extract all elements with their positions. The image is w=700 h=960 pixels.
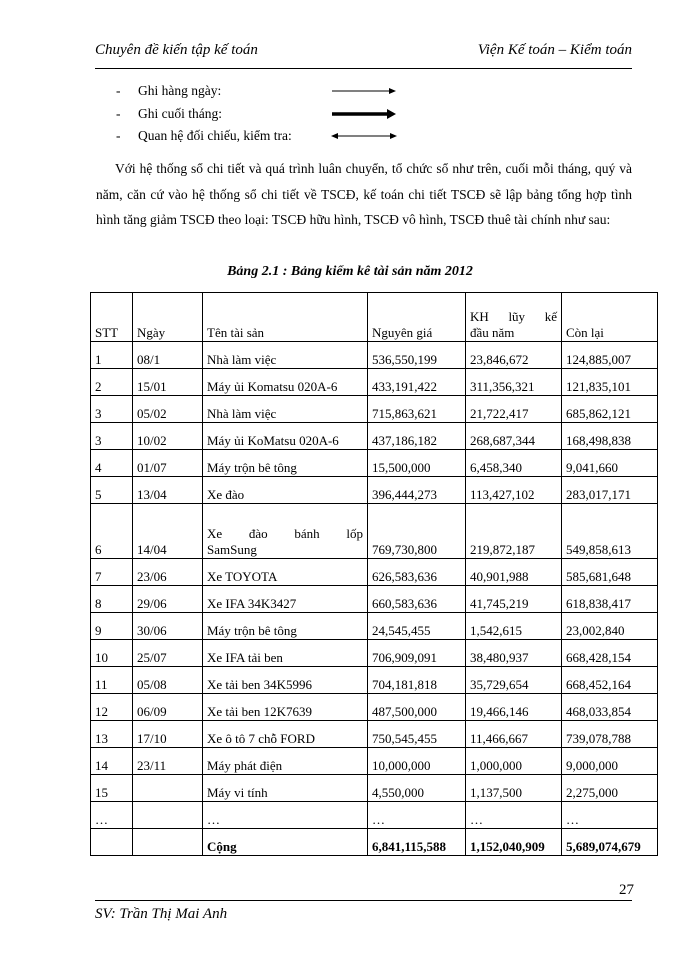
table-row	[91, 667, 658, 694]
cell-remaining: 9,041,660	[562, 450, 658, 477]
paragraph-text: Với hệ thống sổ chi tiết và quá trình luân chuyển, tổ chức sổ như trên, cuối mỗi tháng, quý và năm, căn cứ vào hệ thống sổ chi tiết về TSCĐ, kế toán chi tiết TSCĐ sẽ lập bảng tổng hợp tình hình tăng giảm TSCĐ theo loại: TSCĐ hữu hình, TSCĐ vô hình, TSCĐ thuê tài chính như sau:	[96, 161, 632, 227]
table-row	[91, 396, 658, 423]
table-total-row	[91, 829, 658, 856]
body-paragraph	[96, 156, 632, 233]
cell-cost: 396,444,273	[368, 477, 466, 504]
header-rule	[95, 68, 632, 69]
total-label: Cộng	[203, 829, 368, 856]
cell-remaining: …	[562, 802, 658, 829]
cell-date: 25/07	[133, 640, 203, 667]
total-cost: 6,841,115,588	[368, 829, 466, 856]
cell-stt: 4	[91, 450, 133, 477]
cell-stt: 7	[91, 559, 133, 586]
cell-stt: 3	[91, 396, 133, 423]
cell-depreciation: 21,722,417	[466, 396, 562, 423]
cell-remaining: 739,078,788	[562, 721, 658, 748]
footer-rule	[95, 900, 632, 901]
cell-name: Máy vi tính	[203, 775, 368, 802]
cell-date: 17/10	[133, 721, 203, 748]
cell-date: 30/06	[133, 613, 203, 640]
cell-name: Xe TOYOTA	[203, 559, 368, 586]
cell-date	[133, 829, 203, 856]
cell-stt: 14	[91, 748, 133, 775]
table-row	[91, 748, 658, 775]
cell-name: Máy ủi KoMatsu 020A-6	[203, 423, 368, 450]
cell-depreciation: 11,466,667	[466, 721, 562, 748]
cell-date: 10/02	[133, 423, 203, 450]
cell-remaining: 618,838,417	[562, 586, 658, 613]
cell-depreciation: 6,458,340	[466, 450, 562, 477]
cell-cost: 769,730,800	[368, 504, 466, 559]
cell-stt: 1	[91, 342, 133, 369]
cell-cost: 24,545,455	[368, 613, 466, 640]
cell-date: 14/04	[133, 504, 203, 559]
legend-label: Quan hệ đối chiếu, kiểm tra:	[138, 128, 292, 144]
cell-name: Xe tải ben 34K5996	[203, 667, 368, 694]
cell-stt: 11	[91, 667, 133, 694]
table-row	[91, 559, 658, 586]
header-left: Chuyên đề kiến tập kế toán	[95, 42, 258, 58]
asset-inventory-table	[90, 292, 658, 856]
table-row	[91, 694, 658, 721]
header-remaining: Còn lại	[562, 293, 658, 342]
total-remaining: 5,689,074,679	[562, 829, 658, 856]
cell-depreciation: 113,427,102	[466, 477, 562, 504]
header-stt: STT	[91, 293, 133, 342]
cell-stt: …	[91, 802, 133, 829]
cell-date: 23/06	[133, 559, 203, 586]
cell-cost: 704,181,818	[368, 667, 466, 694]
cell-remaining: 168,498,838	[562, 423, 658, 450]
legend-dash: -	[116, 105, 121, 121]
cell-date: 13/04	[133, 477, 203, 504]
cell-cost: 536,550,199	[368, 342, 466, 369]
cell-cost: 660,583,636	[368, 586, 466, 613]
legend-dash: -	[116, 128, 121, 144]
legend-dash: -	[116, 83, 121, 99]
cell-remaining: 585,681,648	[562, 559, 658, 586]
cell-remaining: 9,000,000	[562, 748, 658, 775]
page-number: 27	[619, 882, 634, 898]
cell-depreciation: 1,000,000	[466, 748, 562, 775]
table-row	[91, 775, 658, 802]
header-date: Ngày	[133, 293, 203, 342]
cell-name: Máy phát điện	[203, 748, 368, 775]
cell-date	[133, 775, 203, 802]
cell-name: Xe đào	[203, 477, 368, 504]
cell-cost: 10,000,000	[368, 748, 466, 775]
legend-row-monthly	[116, 103, 338, 126]
cell-depreciation: …	[466, 802, 562, 829]
table-row	[91, 342, 658, 369]
double-arrow-icon	[331, 131, 397, 141]
table-header-row	[91, 293, 658, 342]
cell-remaining: 283,017,171	[562, 477, 658, 504]
cell-remaining: 549,858,613	[562, 504, 658, 559]
cell-remaining: 121,835,101	[562, 369, 658, 396]
cell-depreciation: 219,872,187	[466, 504, 562, 559]
cell-depreciation: 23,846,672	[466, 342, 562, 369]
cell-stt: 6	[91, 504, 133, 559]
legend	[116, 80, 338, 148]
cell-name: Máy ủi Komatsu 020A-6	[203, 369, 368, 396]
cell-stt: 3	[91, 423, 133, 450]
table-caption: Bảng 2.1 : Bảng kiểm kê tài sản năm 2012	[227, 264, 473, 279]
cell-date: 15/01	[133, 369, 203, 396]
cell-stt: 2	[91, 369, 133, 396]
cell-date: 23/11	[133, 748, 203, 775]
cell-remaining: 23,002,840	[562, 613, 658, 640]
cell-depreciation: 35,729,654	[466, 667, 562, 694]
cell-stt: 8	[91, 586, 133, 613]
cell-cost: 4,550,000	[368, 775, 466, 802]
total-depreciation: 1,152,040,909	[466, 829, 562, 856]
cell-stt: 10	[91, 640, 133, 667]
cell-stt: 9	[91, 613, 133, 640]
cell-cost: 15,500,000	[368, 450, 466, 477]
cell-name: Xe ô tô 7 chỗ FORD	[203, 721, 368, 748]
cell-depreciation: 268,687,344	[466, 423, 562, 450]
cell-cost: …	[368, 802, 466, 829]
legend-row-check	[116, 125, 338, 148]
cell-stt: 13	[91, 721, 133, 748]
cell-name: Xe tải ben 12K7639	[203, 694, 368, 721]
table-row	[91, 369, 658, 396]
table-row	[91, 423, 658, 450]
header-right: Viện Kế toán – Kiểm toán	[477, 42, 632, 58]
cell-date: 29/06	[133, 586, 203, 613]
table-row	[91, 721, 658, 748]
cell-cost: 433,191,422	[368, 369, 466, 396]
table-row	[91, 504, 658, 559]
cell-cost: 487,500,000	[368, 694, 466, 721]
cell-depreciation: 311,356,321	[466, 369, 562, 396]
cell-depreciation: 40,901,988	[466, 559, 562, 586]
table-row	[91, 450, 658, 477]
cell-name: Máy trộn bê tông	[203, 450, 368, 477]
cell-remaining: 668,452,164	[562, 667, 658, 694]
cell-stt: 15	[91, 775, 133, 802]
cell-name: Xe IFA tải ben	[203, 640, 368, 667]
table-row	[91, 586, 658, 613]
cell-date: 08/1	[133, 342, 203, 369]
cell-name: …	[203, 802, 368, 829]
cell-stt: 5	[91, 477, 133, 504]
table-row	[91, 613, 658, 640]
cell-depreciation: 38,480,937	[466, 640, 562, 667]
cell-remaining: 2,275,000	[562, 775, 658, 802]
legend-row-daily	[116, 80, 338, 103]
cell-stt	[91, 829, 133, 856]
table-row	[91, 802, 658, 829]
cell-name: Nhà làm việc	[203, 342, 368, 369]
thick-arrow-icon	[331, 108, 397, 120]
header-cost: Nguyên giá	[368, 293, 466, 342]
legend-label: Ghi hàng ngày:	[138, 83, 222, 99]
cell-depreciation: 19,466,146	[466, 694, 562, 721]
cell-remaining: 124,885,007	[562, 342, 658, 369]
cell-date: 06/09	[133, 694, 203, 721]
cell-name: Máy trộn bê tông	[203, 613, 368, 640]
cell-date	[133, 802, 203, 829]
cell-date: 05/08	[133, 667, 203, 694]
cell-depreciation: 1,542,615	[466, 613, 562, 640]
cell-remaining: 685,862,121	[562, 396, 658, 423]
cell-depreciation: 41,745,219	[466, 586, 562, 613]
table-row	[91, 477, 658, 504]
cell-depreciation: 1,137,500	[466, 775, 562, 802]
header-name: Tên tài sản	[203, 293, 368, 342]
cell-date: 05/02	[133, 396, 203, 423]
cell-cost: 626,583,636	[368, 559, 466, 586]
header-accumulated-depreciation: KH lũy kế đầu năm	[466, 293, 562, 342]
legend-label: Ghi cuối tháng:	[138, 105, 222, 121]
cell-cost: 715,863,621	[368, 396, 466, 423]
cell-cost: 750,545,455	[368, 721, 466, 748]
cell-name: Nhà làm việc	[203, 396, 368, 423]
cell-stt: 12	[91, 694, 133, 721]
footer-author: SV: Trần Thị Mai Anh	[95, 906, 228, 922]
cell-name: Xe đào bánh lốp SamSung	[203, 504, 368, 559]
thin-arrow-icon	[331, 86, 397, 96]
cell-cost: 706,909,091	[368, 640, 466, 667]
cell-remaining: 668,428,154	[562, 640, 658, 667]
cell-cost: 437,186,182	[368, 423, 466, 450]
table-row	[91, 640, 658, 667]
cell-name: Xe IFA 34K3427	[203, 586, 368, 613]
cell-date: 01/07	[133, 450, 203, 477]
cell-remaining: 468,033,854	[562, 694, 658, 721]
